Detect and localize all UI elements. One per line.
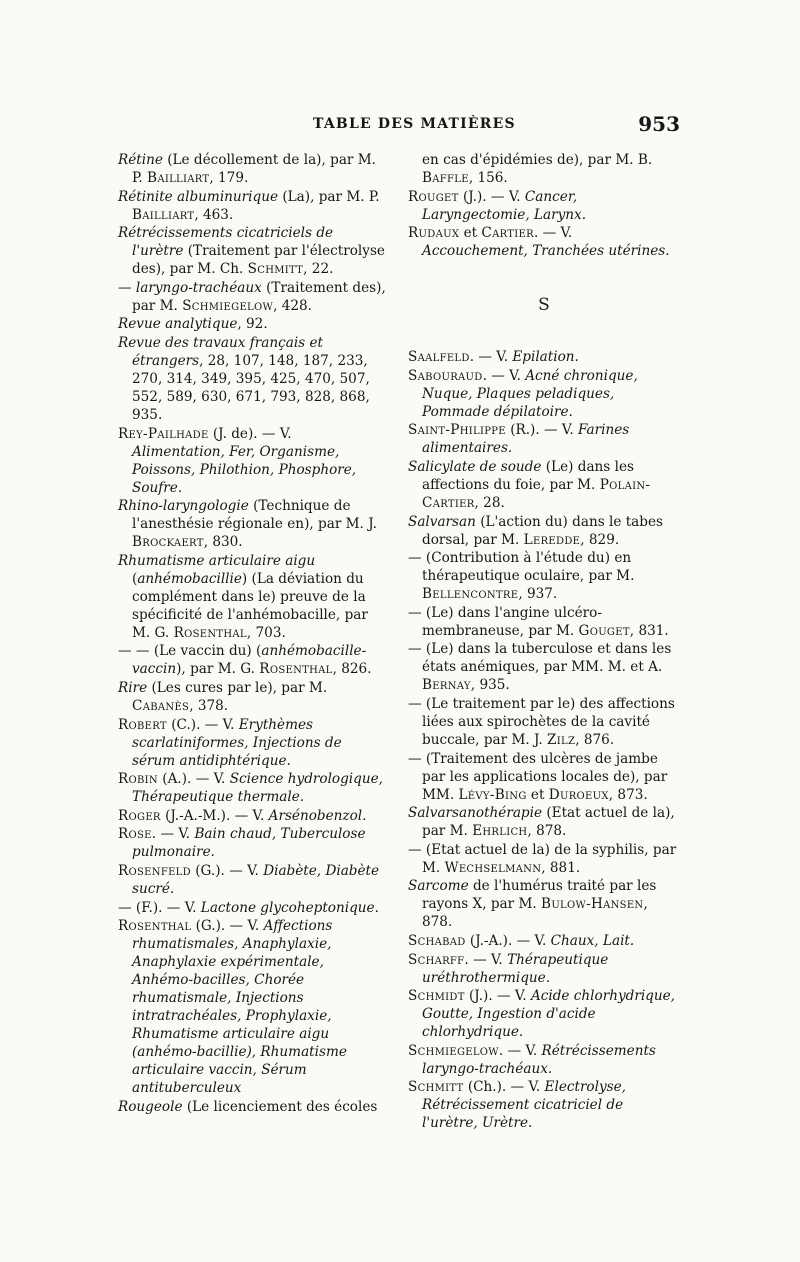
index-entry: Schabad (J.-A.). — V. Chaux, Lait. xyxy=(408,932,635,949)
index-entry: — laryngo-trachéaux (Traitement des), par M. Schmiegelow, 428. xyxy=(118,279,386,314)
index-entry: — (Le) dans l'angine ulcéro-membraneuse, par M. Gouget, 831. xyxy=(408,604,669,639)
left-column xyxy=(118,151,388,1116)
index-entry: Rhino-laryngologie (Technique de l'anesthésie régionale en), par M. J. Brockaert, 830. xyxy=(118,498,377,551)
index-entry: Rhumatisme articulaire aigu (anhémobacillie) (La déviation du complément dans le) preuve de la spécificité de l'anhémobacille, par M. G. Rosenthal, 703. xyxy=(118,552,368,641)
index-entry: Salicylate de soude (Le) dans les affections du foie, par M. Polain-Cartier, 28. xyxy=(408,458,651,511)
index-entry: Rose. — V. Bain chaud, Tuberculose pulmonaire. xyxy=(118,826,366,861)
index-entry: Roger (J.-A.-M.). — V. Arsénobenzol. xyxy=(118,807,367,824)
index-entry: Revue analytique, 92. xyxy=(118,316,268,333)
page-number: 953 xyxy=(638,112,680,136)
index-entry: Rosenfeld (G.). — V. Diabète, Diabète sucré. xyxy=(118,862,380,897)
index-entry: Robin (A.). — V. Science hydrologique, Thérapeutique thermale. xyxy=(118,771,383,806)
index-entry: Rétine (Le décollement de la), par M. P. Bailliart, 179. xyxy=(118,152,376,186)
page-header xyxy=(118,112,680,140)
index-entry: Salvarsan (L'action du) dans le tabes dorsal, par M. Leredde, 829. xyxy=(408,513,664,548)
index-entry: Rouget (J.). — V. Cancer, Laryngectomie, Larynx. xyxy=(408,188,587,223)
index-entry: Rétinite albuminurique (La), par M. P. Bailliart, 463. xyxy=(118,188,380,223)
index-entry: Rougeole (Le licenciement des écoles xyxy=(118,1098,378,1115)
running-title: TABLE DES MATIÈRES xyxy=(313,116,516,132)
index-entry: Schmiegelow. — V. Rétrécissements laryngo-trachéaux. xyxy=(408,1042,656,1077)
right-column xyxy=(408,151,680,1133)
index-entry: Sabouraud. — V. Acné chronique, Nuque, Plaques peladiques, Pommade dépilatoire. xyxy=(408,367,638,420)
index-entry: Salvarsanothérapie (Etat actuel de la), par M. Ehrlich, 878. xyxy=(408,805,675,840)
index-entry: Rire (Les cures par le), par M. Cabanès, 378. xyxy=(118,679,328,714)
index-entry: Revue des travaux français et étrangers, 28, 107, 148, 187, 233, 270, 314, 349, 395, 425, 470, 507, 552, 589, 630, 671, 793, 828, 868, 935. xyxy=(118,334,370,423)
section-letter: S xyxy=(538,295,550,316)
index-entry: Rey-Pailhade (J. de). — V. Alimentation, Fer, Organisme, Poissons, Philothion, Phosphore, Soufre. xyxy=(118,425,357,496)
index-entry: — — (Le vaccin du) (anhémobacille-vaccin), par M. G. Rosenthal, 826. xyxy=(118,643,372,678)
index-entry: Saint-Philippe (R.). — V. Farines alimentaires. xyxy=(408,422,630,457)
index-entry: Saalfeld. — V. Epilation. xyxy=(408,349,579,366)
index-entry: — (Etat actuel de la) de la syphilis, par M. Wechselmann, 881. xyxy=(408,841,677,876)
index-entry: en cas d'épidémies de), par M. B. Baffle, 156. xyxy=(422,152,653,186)
index-entry: Schmidt (J.). — V. Acide chlorhydrique, Goutte, Ingestion d'acide chlorhydrique. xyxy=(408,988,676,1041)
index-entry: Scharff. — V. Thérapeutique uréthrothermique. xyxy=(408,951,609,986)
index-entry: — (F.). — V. Lactone glycoheptonique. xyxy=(118,899,379,916)
index-entry: — (Contribution à l'étude du) en thérapeutique oculaire, par M. Bellencontre, 937. xyxy=(408,550,635,603)
index-entry: — (Le traitement par le) des affections liées aux spirochètes de la cavité buccale, par M. J. Zilz, 876. xyxy=(408,695,675,748)
index-entry: Rudaux et Cartier. — V. Accouchement, Tranchées utérines. xyxy=(408,225,670,260)
index-entry: — (Traitement des ulcères de jambe par les applications locales de), par MM. Lévy-Bing et Duroeux, 873. xyxy=(408,750,668,803)
index-entry: Rétrécissements cicatriciels de l'urètre (Traitement par l'électrolyse des), par M. Ch. Schmitt, 22. xyxy=(118,225,385,278)
index-entry: Sarcome de l'humérus traité par les rayons X, par M. Bulow-Hansen, 878. xyxy=(408,878,657,931)
index-entry: — (Le) dans la tuberculose et dans les états anémiques, par MM. M. et A. Bernay, 935. xyxy=(408,641,672,694)
index-entry: Schmitt (Ch.). — V. Electrolyse, Rétrécissement cicatriciel de l'urètre, Urètre. xyxy=(408,1079,626,1132)
index-entry: Rosenthal (G.). — V. Affections rhumatismales, Anaphylaxie, Anaphylaxie expérimentale, Anhémo-bacilles, Chorée rhumatismale, Injections intratrachéales, Prophylaxie, Rhumatisme articulaire aigu (anhémo-bacillie), Rhumatisme articulaire vaccin, Sérum antituberculeux xyxy=(118,918,347,1097)
index-entry: Robert (C.). — V. Erythèmes scarlatiniformes, Injections de sérum antidiphtérique. xyxy=(118,716,342,769)
